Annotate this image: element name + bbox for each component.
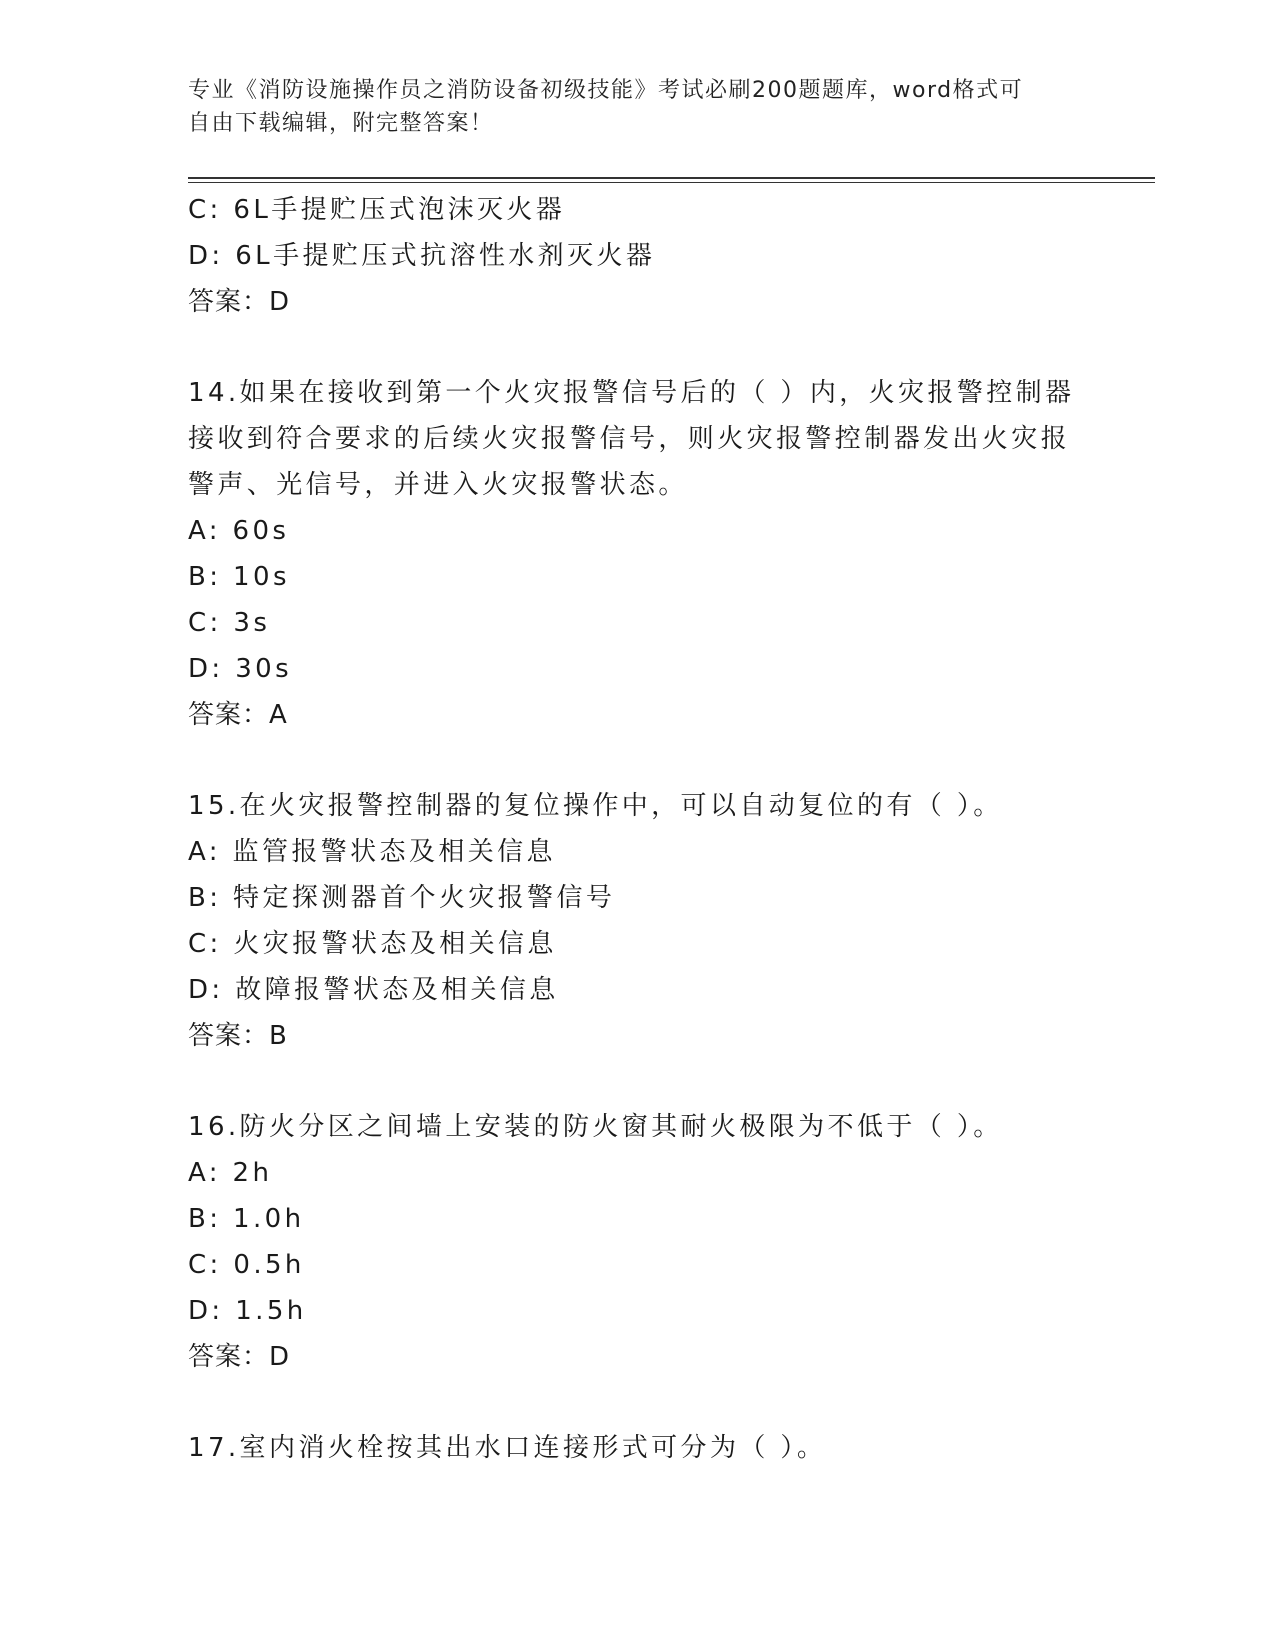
header-divider-thin (188, 182, 1155, 183)
question-text-line: 14.如果在接收到第一个火灾报警信号后的（ ）内，火灾报警控制器 (188, 378, 1075, 408)
option-d: D: 6L手提贮压式抗溶性水剂灭火器 (188, 241, 656, 271)
option-c: C: 0.5h (188, 1250, 305, 1280)
question-text-line: 16.防火分区之间墙上安装的防火窗其耐火极限为不低于（ ）。 (188, 1112, 1003, 1142)
option-a: A: 监管报警状态及相关信息 (188, 837, 556, 867)
question-16 (188, 1104, 1088, 1380)
question-14 (188, 370, 1088, 738)
option-c: C: 6L手提贮压式泡沫灭火器 (188, 195, 566, 225)
answer-line: 答案：B (188, 1021, 288, 1051)
answer-line: 答案：A (188, 700, 288, 730)
document-body (188, 187, 1088, 1471)
answer-line: 答案：D (188, 1342, 291, 1372)
header-divider-thick (188, 177, 1155, 179)
option-b: B: 10s (188, 562, 290, 592)
header-line-1: 专业《消防设施操作员之消防设备初级技能》考试必刷200题题库，word格式可 (188, 78, 1024, 103)
answer-line: 答案：D (188, 287, 291, 317)
question-text-line: 15.在火灾报警控制器的复位操作中，可以自动复位的有（ ）。 (188, 791, 1003, 821)
option-a: A: 60s (188, 516, 290, 546)
option-b: B: 特定探测器首个火灾报警信号 (188, 883, 616, 913)
option-a: A: 2h (188, 1158, 273, 1188)
question-text-line: 17.室内消火栓按其出水口连接形式可分为（ ）。 (188, 1433, 827, 1463)
document-header (188, 74, 1088, 140)
question-17 (188, 1425, 1088, 1471)
question-text-line: 接收到符合要求的后续火灾报警信号，则火灾报警控制器发出火灾报 (188, 424, 1071, 454)
question-15 (188, 783, 1088, 1059)
option-d: D: 1.5h (188, 1296, 307, 1326)
question-13-continued (188, 187, 1088, 325)
option-d: D: 30s (188, 654, 293, 684)
option-c: C: 火灾报警状态及相关信息 (188, 929, 557, 959)
option-d: D: 故障报警状态及相关信息 (188, 975, 559, 1005)
header-line-2: 自由下载编辑，附完整答案！ (188, 111, 494, 136)
option-b: B: 1.0h (188, 1204, 305, 1234)
option-c: C: 3s (188, 608, 271, 638)
question-text-line: 警声、光信号，并进入火灾报警状态。 (188, 470, 688, 500)
